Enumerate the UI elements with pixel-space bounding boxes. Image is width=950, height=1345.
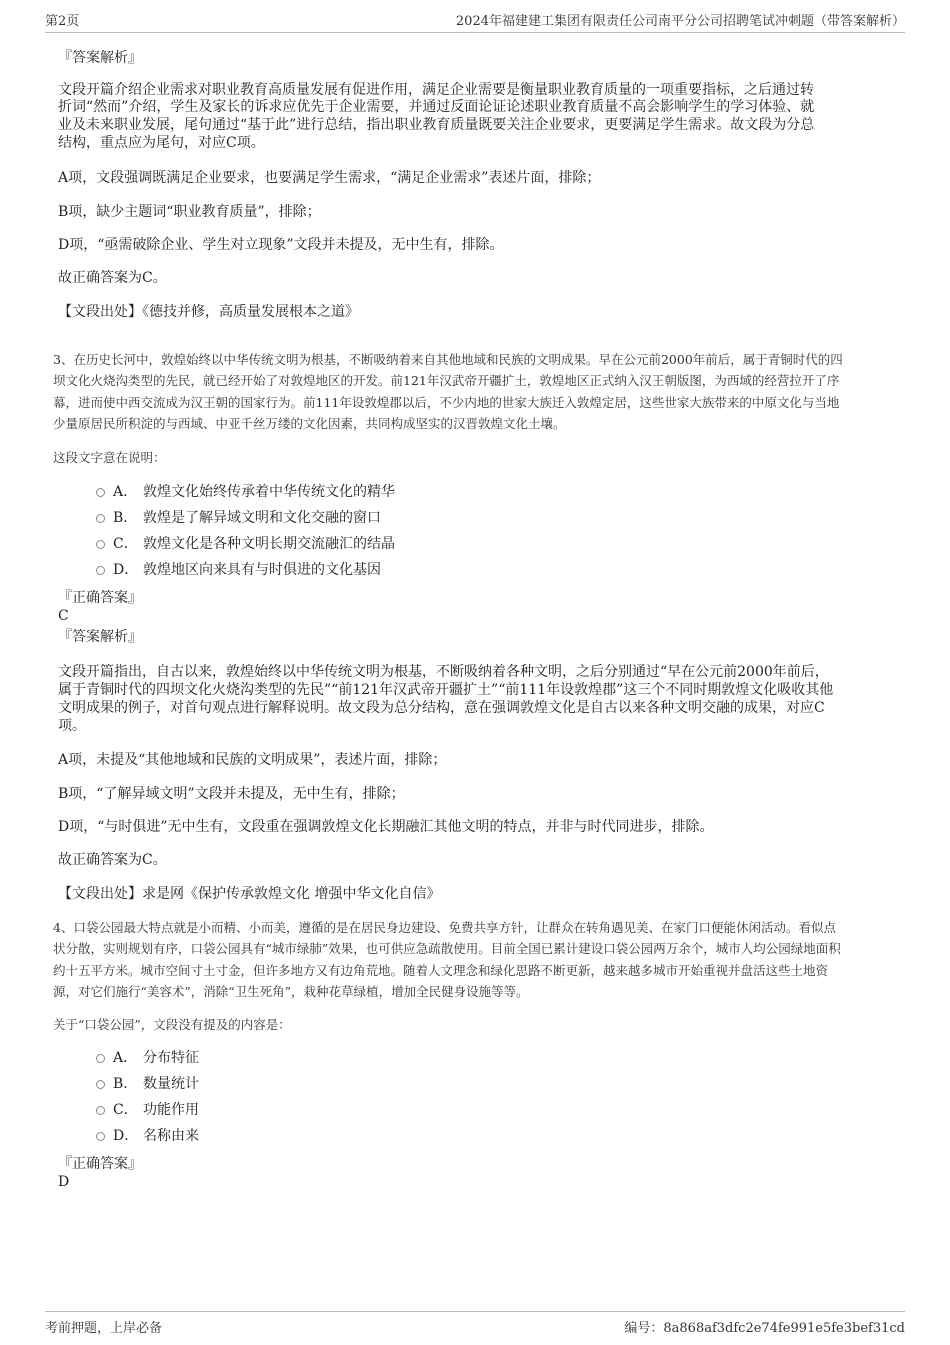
q4-stem-line: 状分散，实则规划有序，口袋公园具有“城市绿肺”效果，也可供应急疏散使用。目前全国已累计建设口袋公园两万余个，城市人均公园绿地面积 — [53, 941, 841, 956]
option-text: 分布特征 — [143, 1050, 199, 1066]
q3-note-d: D项，“与时俱进”无中生有，文段重在强调敦煌文化长期融汇其他文明的特点，并非与时代同进步，排除。 — [58, 819, 714, 835]
page-number: 第2页 — [45, 14, 80, 29]
q3-analysis-line: 属于青铜时代的四坝文化火烧沟类型的先民”“前121年汉武帝开疆扩土”“前111年设敦煌郡”这三个不同时期敦煌文化吸收其他 — [58, 682, 834, 698]
footer-slogan: 考前押题，上岸必备 — [45, 1321, 163, 1336]
q3-option-d[interactable] — [96, 562, 381, 579]
q3-conclusion: 故正确答案为C。 — [58, 852, 167, 868]
radio-icon[interactable] — [96, 1132, 105, 1141]
q3-option-c[interactable] — [96, 536, 395, 553]
document-title: 2024年福建建工集团有限责任公司南平分公司招聘笔试冲刺题（带答案解析） — [455, 14, 905, 29]
option-letter: B． — [113, 1076, 138, 1092]
q3-stem-line: 3、在历史长河中，敦煌始终以中华传统文明为根基，不断吸纳着来自其他地域和民族的文明成果。早在公元前2000年前后，属于青铜时代的四 — [53, 352, 843, 367]
option-letter: A． — [113, 1050, 138, 1066]
option-letter: C． — [113, 1102, 138, 1118]
option-text: 敦煌是了解异域文明和文化交融的窗口 — [143, 510, 381, 526]
q4-option-b[interactable] — [96, 1076, 199, 1093]
page-header — [45, 10, 905, 33]
option-letter: D． — [113, 1128, 139, 1144]
option-letter: A． — [113, 484, 138, 500]
q3-stem-line: 坝文化火烧沟类型的先民，就已经开始了对敦煌地区的开发。前121年汉武帝开疆扩土，敦煌地区正式纳入汉王朝版图，为西域的经营拉开了序 — [53, 373, 840, 388]
q3-source: 【文段出处】求是网《保护传承敦煌文化 增强中华文化自信》 — [58, 886, 441, 902]
q3-note-a: A项，未提及“其他地域和民族的文明成果”，表述片面，排除； — [58, 752, 447, 768]
q4-prompt: 关于“口袋公园”，文段没有提及的内容是： — [53, 1017, 291, 1032]
q4-stem-line: 约十五平方米。城市空间寸土寸金，但许多地方又有边角荒地。随着人文理念和绿化思路不断更新，越来越多城市开始重视并盘活这些土地资 — [53, 963, 829, 978]
page-footer — [45, 1311, 905, 1336]
option-text: 数量统计 — [143, 1076, 199, 1092]
q3-analysis-line: 项。 — [58, 718, 86, 734]
q3-answer-heading: 『正确答案』 — [58, 590, 142, 606]
q3-prompt: 这段文字意在说明： — [53, 450, 166, 465]
radio-icon[interactable] — [96, 1106, 105, 1115]
radio-icon[interactable] — [96, 514, 105, 523]
option-text: 名称由来 — [143, 1128, 199, 1144]
q3-answer: C — [58, 608, 69, 624]
radio-icon[interactable] — [96, 1054, 105, 1063]
radio-icon[interactable] — [96, 566, 105, 575]
option-letter: D． — [113, 562, 139, 578]
q2-analysis-line: 结构，重点应为尾句，对应C项。 — [58, 135, 265, 151]
q4-option-d[interactable] — [96, 1128, 199, 1145]
option-letter: C． — [113, 536, 138, 552]
q2-analysis-line: 文段开篇介绍企业需求对职业教育高质量发展有促进作用，满足企业需要是衡量职业教育质量的一项重要指标，之后通过转 — [58, 82, 814, 98]
q3-analysis-line: 文段开篇指出，自古以来，敦煌始终以中华传统文明为根基，不断吸纳着各种文明，之后分别通过“早在公元前2000年前后， — [58, 664, 829, 680]
option-text: 功能作用 — [143, 1102, 199, 1118]
q3-stem-line: 幕，进而使中西交流成为汉王朝的国家行为。前111年设敦煌郡以后，不少内地的世家大族迁入敦煌定居，这些世家大族带来的中原文化与当地 — [53, 395, 840, 410]
option-text: 敦煌地区向来具有与时俱进的文化基因 — [143, 562, 381, 578]
q3-note-b: B项，“了解异域文明”文段并未提及，无中生有，排除； — [58, 786, 405, 802]
radio-icon[interactable] — [96, 488, 105, 497]
document-id: 编号：8a868af3dfc2e74fe991e5fe3bef31cd — [624, 1321, 905, 1336]
q4-stem-line: 源，对它们施行“美容术”，消除“卫生死角”，栽种花草绿植，增加全民健身设施等等。 — [53, 984, 529, 999]
q2-note-d: D项，“亟需破除企业、学生对立现象”文段并未提及，无中生有，排除。 — [58, 237, 504, 253]
q4-option-c[interactable] — [96, 1102, 199, 1119]
q2-analysis-line: 业及未来职业发展，尾句通过“基于此”进行总结，指出职业教育质量既要关注企业要求，更要满足学生需求。故文段为分总 — [58, 117, 815, 133]
option-text: 敦煌文化始终传承着中华传统文化的精华 — [143, 484, 395, 500]
q3-analysis-line: 文明成果的例子，对首句观点进行解释说明。故文段为总分结构，意在强调敦煌文化是自古以来各种文明交融的成果，对应C — [58, 700, 825, 716]
option-letter: B． — [113, 510, 138, 526]
q3-analysis-heading: 『答案解析』 — [58, 629, 142, 645]
q4-answer: D — [58, 1174, 70, 1190]
option-text: 敦煌文化是各种文明长期交流融汇的结晶 — [143, 536, 395, 552]
q3-stem-line: 少量原居民所积淀的与西域、中亚千丝万缕的文化因素，共同构成坚实的汉晋敦煌文化土壤。 — [53, 416, 566, 431]
q3-option-a[interactable] — [96, 484, 395, 501]
q2-conclusion: 故正确答案为C。 — [58, 270, 167, 286]
q2-note-b: B项，缺少主题词“职业教育质量”，排除； — [58, 204, 321, 220]
q2-analysis-line: 折词“然而”介绍，学生及家长的诉求应优先于企业需要，并通过反面论证论述职业教育质量不高会影响学生的学习体验、就 — [58, 99, 815, 115]
q2-analysis-heading: 『答案解析』 — [58, 50, 142, 66]
q4-option-a[interactable] — [96, 1050, 199, 1067]
radio-icon[interactable] — [96, 1080, 105, 1089]
q3-option-b[interactable] — [96, 510, 381, 527]
q4-answer-heading: 『正确答案』 — [58, 1156, 142, 1172]
q2-note-a: A项，文段强调既满足企业要求，也要满足学生需求，“满足企业需求”表述片面，排除； — [58, 170, 601, 186]
q2-source: 【文段出处】《德技并修，高质量发展根本之道》 — [58, 304, 359, 320]
q4-stem-line: 4、口袋公园最大特点就是小而精、小而美，遵循的是在居民身边建设、免费共享方针，让群众在转角遇见美、在家门口便能休闲活动。看似点 — [53, 920, 836, 935]
radio-icon[interactable] — [96, 540, 105, 549]
